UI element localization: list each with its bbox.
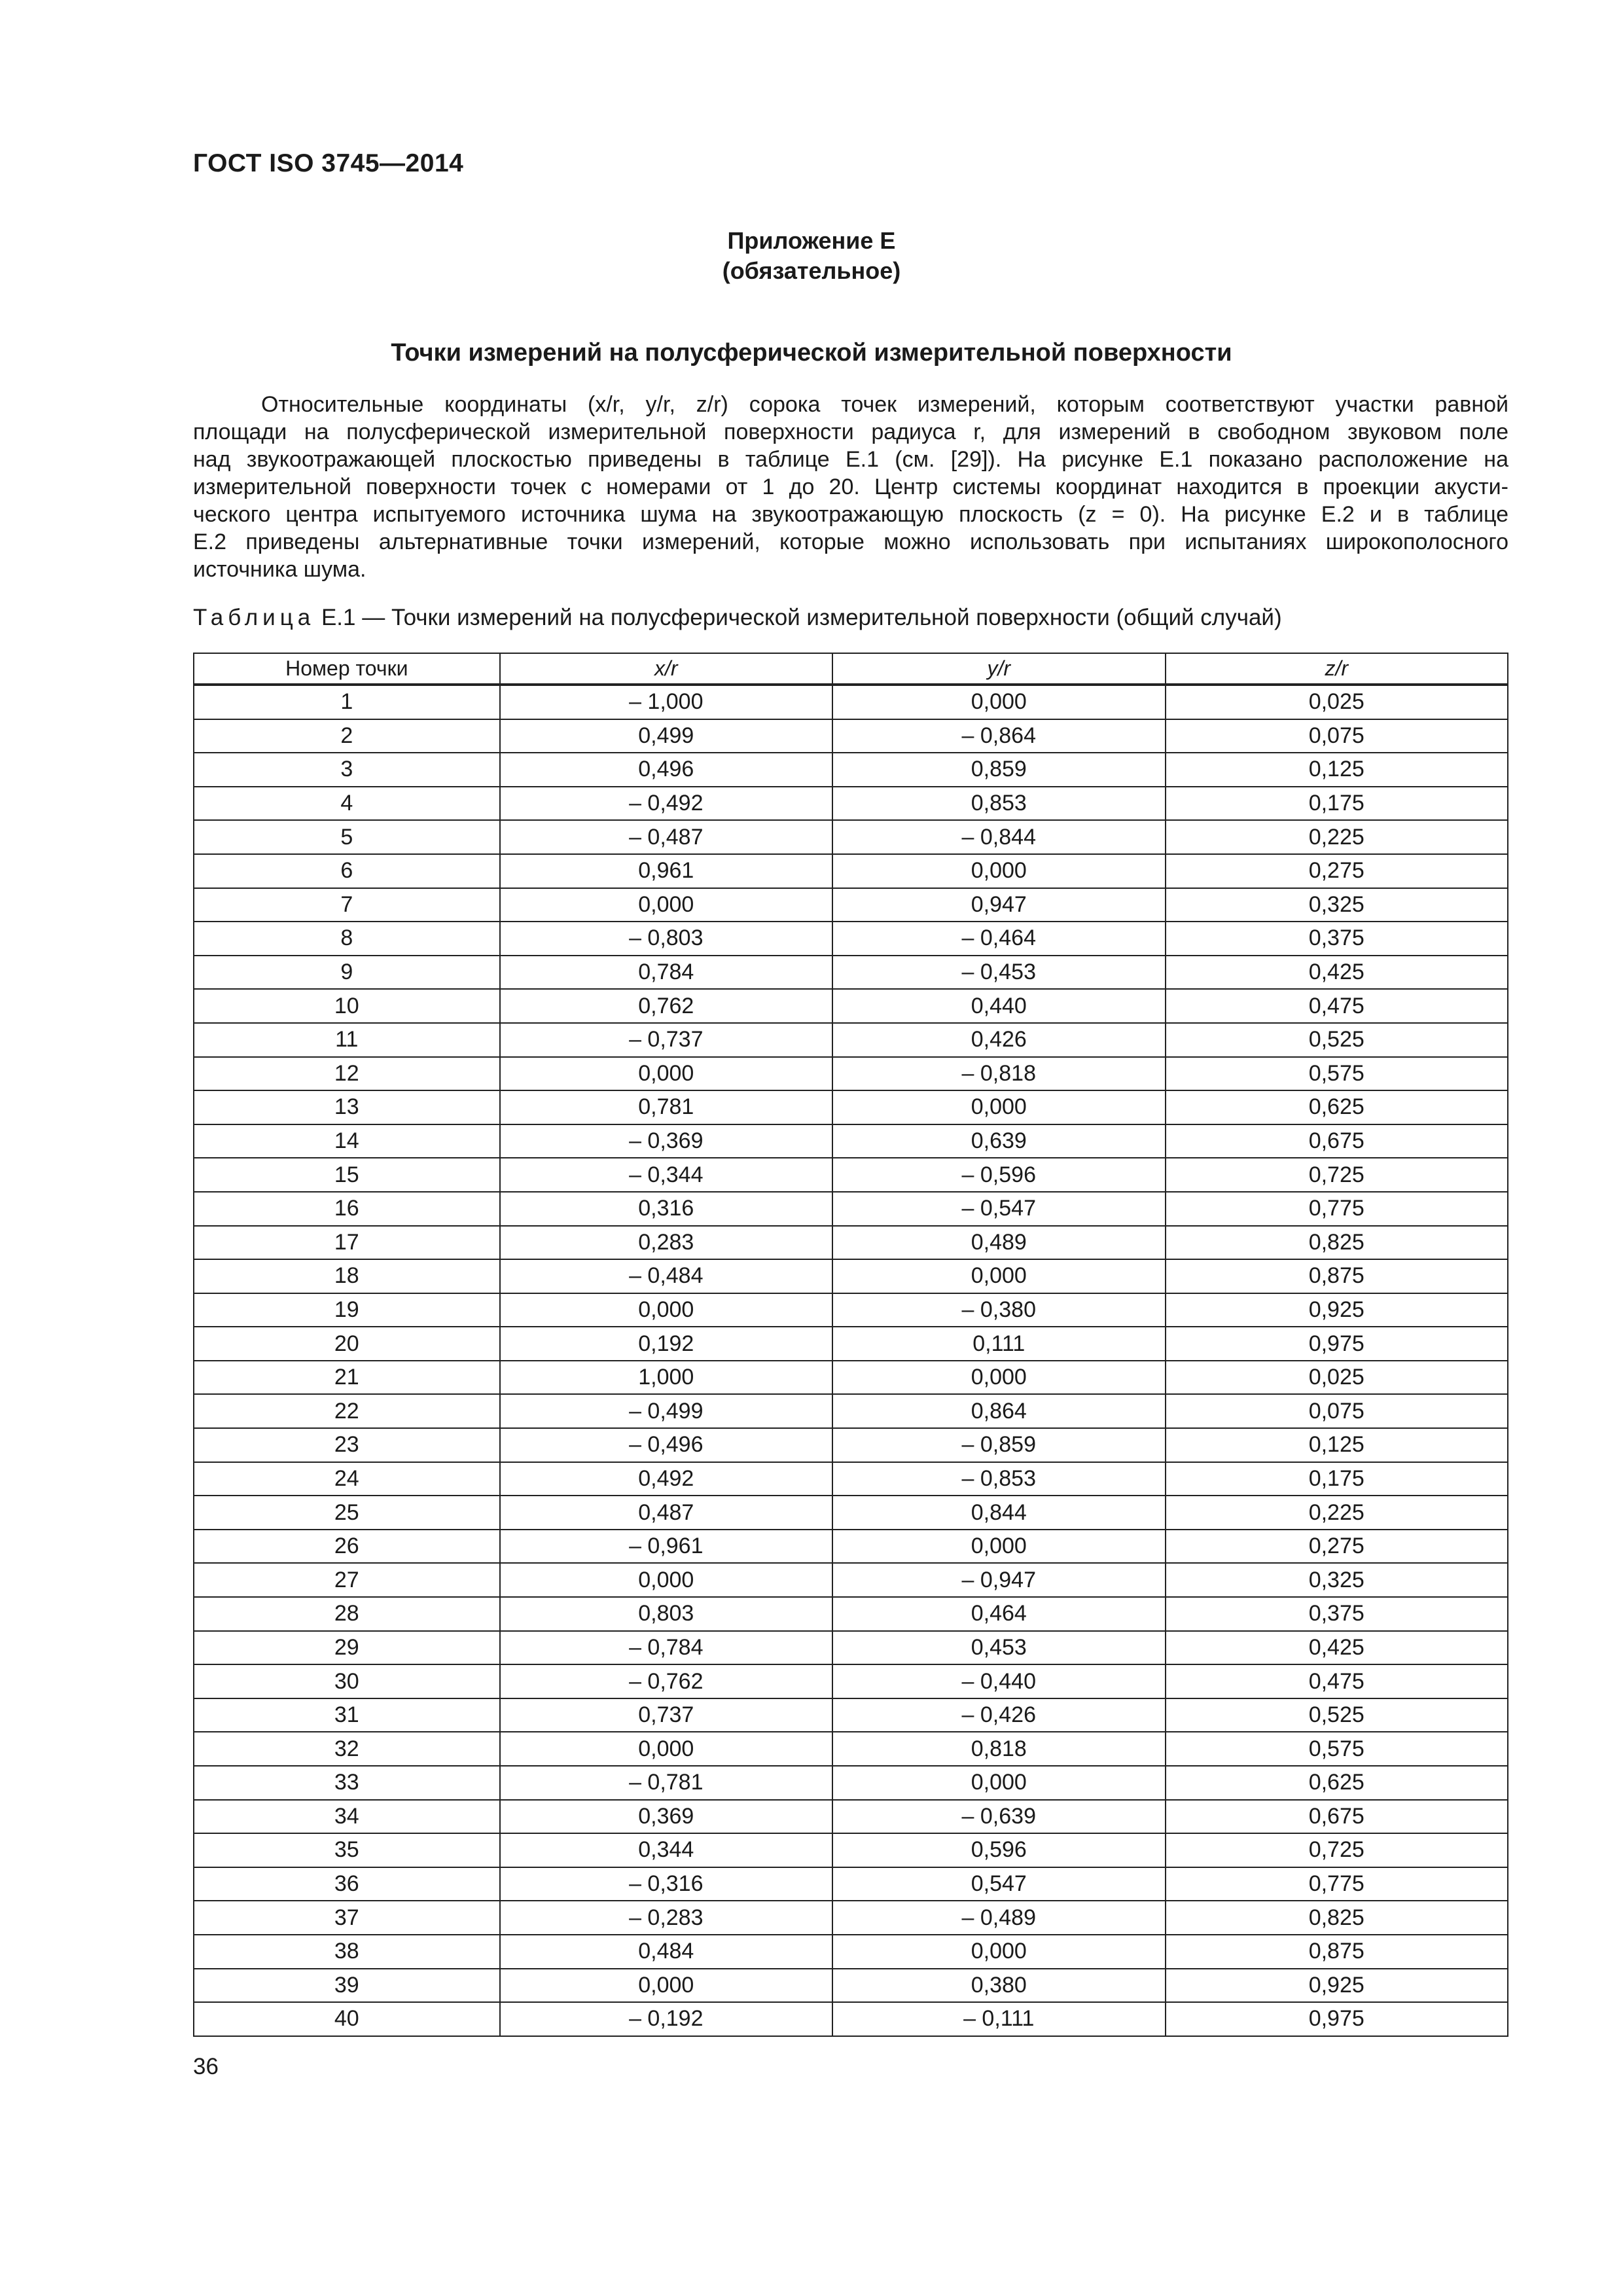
column-header-y: y/r <box>832 653 1165 685</box>
cell-z: 0,175 <box>1166 1462 1508 1496</box>
cell-point-number: 35 <box>194 1833 500 1867</box>
cell-x: 0,762 <box>500 989 832 1023</box>
cell-y: 0,464 <box>832 1597 1165 1631</box>
cell-y: – 0,380 <box>832 1293 1165 1327</box>
cell-y: 0,111 <box>832 1327 1165 1361</box>
cell-point-number: 7 <box>194 888 500 922</box>
table-row <box>194 820 1508 854</box>
cell-x: – 0,484 <box>500 1259 832 1293</box>
document-code: ГОСТ ISO 3745—2014 <box>193 149 464 177</box>
cell-z: 0,725 <box>1166 1833 1508 1867</box>
cell-y: 0,489 <box>832 1226 1165 1260</box>
cell-z: 0,525 <box>1166 1698 1508 1732</box>
cell-point-number: 40 <box>194 2002 500 2036</box>
cell-x: – 0,762 <box>500 1664 832 1698</box>
cell-point-number: 5 <box>194 820 500 854</box>
cell-y: 0,000 <box>832 1766 1165 1800</box>
column-header-x: x/r <box>500 653 832 685</box>
cell-x: 0,492 <box>500 1462 832 1496</box>
column-header-point-number: Номер точки <box>194 653 500 685</box>
cell-z: 0,925 <box>1166 1969 1508 2003</box>
cell-x: 0,283 <box>500 1226 832 1260</box>
cell-z: 0,925 <box>1166 1293 1508 1327</box>
table-caption-text: Е.1 — Точки измерений на полусферической измерительной поверхности (общий случай) <box>315 605 1282 630</box>
cell-point-number: 8 <box>194 922 500 956</box>
annex-status: (обязательное) <box>722 257 901 284</box>
cell-z: 0,325 <box>1166 1563 1508 1597</box>
cell-point-number: 2 <box>194 719 500 753</box>
cell-x: 0,803 <box>500 1597 832 1631</box>
cell-x: 0,781 <box>500 1090 832 1124</box>
cell-y: – 0,596 <box>832 1158 1165 1192</box>
table-row <box>194 2002 1508 2036</box>
cell-y: – 0,859 <box>832 1428 1165 1462</box>
cell-z: 0,025 <box>1166 685 1508 719</box>
cell-y: 0,000 <box>832 1090 1165 1124</box>
cell-z: 0,125 <box>1166 753 1508 787</box>
table-row <box>194 1766 1508 1800</box>
cell-y: 0,596 <box>832 1833 1165 1867</box>
cell-z: 0,175 <box>1166 787 1508 821</box>
cell-z: 0,125 <box>1166 1428 1508 1462</box>
cell-x: 0,192 <box>500 1327 832 1361</box>
table-row <box>194 1124 1508 1158</box>
cell-point-number: 9 <box>194 956 500 990</box>
table-row <box>194 1361 1508 1395</box>
cell-z: 0,975 <box>1166 1327 1508 1361</box>
cell-x: 0,369 <box>500 1800 832 1834</box>
table-row <box>194 1057 1508 1091</box>
table-body <box>194 685 1508 2036</box>
cell-z: 0,775 <box>1166 1867 1508 1901</box>
cell-point-number: 34 <box>194 1800 500 1834</box>
table-row <box>194 1732 1508 1766</box>
cell-y: 0,000 <box>832 1361 1165 1395</box>
cell-point-number: 24 <box>194 1462 500 1496</box>
cell-x: 0,000 <box>500 1732 832 1766</box>
cell-x: – 0,344 <box>500 1158 832 1192</box>
cell-z: 0,675 <box>1166 1800 1508 1834</box>
cell-y: 0,000 <box>832 1935 1165 1969</box>
cell-y: – 0,844 <box>832 820 1165 854</box>
cell-point-number: 20 <box>194 1327 500 1361</box>
cell-point-number: 32 <box>194 1732 500 1766</box>
table-row <box>194 1698 1508 1732</box>
table-row <box>194 1293 1508 1327</box>
cell-x: – 0,784 <box>500 1631 832 1665</box>
cell-x: – 0,499 <box>500 1394 832 1428</box>
cell-y: 0,859 <box>832 753 1165 787</box>
cell-point-number: 15 <box>194 1158 500 1192</box>
cell-z: 0,875 <box>1166 1259 1508 1293</box>
cell-y: – 0,947 <box>832 1563 1165 1597</box>
cell-x: – 0,192 <box>500 2002 832 2036</box>
cell-z: 0,675 <box>1166 1124 1508 1158</box>
cell-x: 0,000 <box>500 1969 832 2003</box>
table-row <box>194 1935 1508 1969</box>
cell-point-number: 29 <box>194 1631 500 1665</box>
cell-y: 0,000 <box>832 1530 1165 1564</box>
paragraph-line: ческого центра испытуемого источника шума на звукоотражающую плоскость (z = 0). На рисунке Е.2 и в таблице <box>193 502 1508 527</box>
paragraph-line: Е.2 приведены альтернативные точки измерений, которые можно использовать при испытаниях широкополосного <box>193 529 1508 554</box>
cell-y: – 0,464 <box>832 922 1165 956</box>
cell-y: 0,818 <box>832 1732 1165 1766</box>
cell-y: 0,000 <box>832 1259 1165 1293</box>
table-row <box>194 685 1508 719</box>
paragraph-line: над звукоотражающей плоскостью приведены в таблице Е.1 (см. [29]). На рисунке Е.1 показано расположение на <box>193 447 1508 472</box>
cell-point-number: 3 <box>194 753 500 787</box>
cell-z: 0,075 <box>1166 1394 1508 1428</box>
table-row <box>194 719 1508 753</box>
cell-x: 0,000 <box>500 1057 832 1091</box>
cell-y: – 0,853 <box>832 1462 1165 1496</box>
table-row <box>194 854 1508 888</box>
cell-y: 0,000 <box>832 685 1165 719</box>
cell-z: 0,825 <box>1166 1901 1508 1935</box>
cell-z: 0,425 <box>1166 956 1508 990</box>
cell-z: 0,725 <box>1166 1158 1508 1192</box>
cell-x: – 0,283 <box>500 1901 832 1935</box>
cell-z: 0,475 <box>1166 989 1508 1023</box>
cell-point-number: 27 <box>194 1563 500 1597</box>
table-row <box>194 1327 1508 1361</box>
table-row <box>194 753 1508 787</box>
cell-y: 0,440 <box>832 989 1165 1023</box>
table-row <box>194 1833 1508 1867</box>
cell-point-number: 33 <box>194 1766 500 1800</box>
cell-x: 0,487 <box>500 1496 832 1530</box>
cell-x: – 0,496 <box>500 1428 832 1462</box>
cell-y: 0,864 <box>832 1394 1165 1428</box>
cell-point-number: 18 <box>194 1259 500 1293</box>
page-number: 36 <box>193 2054 219 2079</box>
cell-point-number: 19 <box>194 1293 500 1327</box>
table-row <box>194 1530 1508 1564</box>
annex-title: Приложение Е <box>727 227 896 254</box>
cell-z: 0,325 <box>1166 888 1508 922</box>
cell-y: – 0,547 <box>832 1192 1165 1226</box>
cell-z: 0,975 <box>1166 2002 1508 2036</box>
cell-point-number: 10 <box>194 989 500 1023</box>
cell-z: 0,375 <box>1166 922 1508 956</box>
cell-y: 0,380 <box>832 1969 1165 2003</box>
cell-y: 0,639 <box>832 1124 1165 1158</box>
cell-y: 0,844 <box>832 1496 1165 1530</box>
cell-y: 0,426 <box>832 1023 1165 1057</box>
cell-point-number: 21 <box>194 1361 500 1395</box>
cell-point-number: 12 <box>194 1057 500 1091</box>
cell-point-number: 4 <box>194 787 500 821</box>
paragraph-line: площади на полусферической измерительной поверхности радиуса r, для измерений в свободном звуковом поле <box>193 420 1508 444</box>
paragraph-line: измерительной поверхности точек с номерами от 1 до 20. Центр системы координат находится в проекции акусти- <box>193 475 1508 499</box>
table-row <box>194 1867 1508 1901</box>
cell-z: 0,475 <box>1166 1664 1508 1698</box>
cell-z: 0,025 <box>1166 1361 1508 1395</box>
annex-heading <box>0 226 1623 286</box>
cell-point-number: 6 <box>194 854 500 888</box>
cell-y: 0,947 <box>832 888 1165 922</box>
cell-y: – 0,453 <box>832 956 1165 990</box>
table-row <box>194 1259 1508 1293</box>
cell-y: 0,453 <box>832 1631 1165 1665</box>
body-paragraph <box>193 391 1508 583</box>
cell-point-number: 38 <box>194 1935 500 1969</box>
table-row <box>194 1158 1508 1192</box>
cell-x: 0,961 <box>500 854 832 888</box>
cell-z: 0,525 <box>1166 1023 1508 1057</box>
cell-z: 0,875 <box>1166 1935 1508 1969</box>
cell-z: 0,625 <box>1166 1090 1508 1124</box>
cell-x: 1,000 <box>500 1361 832 1395</box>
cell-y: – 0,489 <box>832 1901 1165 1935</box>
cell-y: 0,000 <box>832 854 1165 888</box>
cell-x: – 0,316 <box>500 1867 832 1901</box>
cell-z: 0,625 <box>1166 1766 1508 1800</box>
cell-z: 0,275 <box>1166 1530 1508 1564</box>
cell-point-number: 30 <box>194 1664 500 1698</box>
cell-x: 0,344 <box>500 1833 832 1867</box>
cell-z: 0,775 <box>1166 1192 1508 1226</box>
cell-z: 0,225 <box>1166 820 1508 854</box>
cell-x: 0,784 <box>500 956 832 990</box>
cell-x: 0,316 <box>500 1192 832 1226</box>
cell-y: 0,853 <box>832 787 1165 821</box>
cell-x: – 0,737 <box>500 1023 832 1057</box>
table-row <box>194 1192 1508 1226</box>
table-row <box>194 888 1508 922</box>
cell-x: – 0,369 <box>500 1124 832 1158</box>
table-row <box>194 1563 1508 1597</box>
table-row <box>194 1969 1508 2003</box>
cell-x: 0,484 <box>500 1935 832 1969</box>
paragraph-line: Относительные координаты (x/r, y/r, z/r) сорока точек измерений, которым соответствуют участки равной <box>261 392 1508 417</box>
table-caption-label: Таблица <box>193 605 315 630</box>
section-title: Точки измерений на полусферической измерительной поверхности <box>391 339 1232 367</box>
table-row <box>194 1428 1508 1462</box>
table-row <box>194 1901 1508 1935</box>
cell-y: – 0,639 <box>832 1800 1165 1834</box>
cell-point-number: 28 <box>194 1597 500 1631</box>
column-header-z: z/r <box>1166 653 1508 685</box>
table-row <box>194 1664 1508 1698</box>
cell-point-number: 13 <box>194 1090 500 1124</box>
table-row <box>194 1597 1508 1631</box>
cell-y: – 0,818 <box>832 1057 1165 1091</box>
cell-x: 0,000 <box>500 1563 832 1597</box>
cell-point-number: 31 <box>194 1698 500 1732</box>
cell-z: 0,825 <box>1166 1226 1508 1260</box>
cell-x: – 0,781 <box>500 1766 832 1800</box>
cell-point-number: 16 <box>194 1192 500 1226</box>
cell-point-number: 39 <box>194 1969 500 2003</box>
table-row <box>194 787 1508 821</box>
cell-point-number: 23 <box>194 1428 500 1462</box>
cell-x: 0,499 <box>500 719 832 753</box>
table-header-row <box>194 653 1508 685</box>
cell-point-number: 14 <box>194 1124 500 1158</box>
table-row <box>194 1023 1508 1057</box>
table-row <box>194 1800 1508 1834</box>
table-row <box>194 1496 1508 1530</box>
table-row <box>194 1226 1508 1260</box>
cell-y: – 0,440 <box>832 1664 1165 1698</box>
cell-z: 0,575 <box>1166 1057 1508 1091</box>
cell-point-number: 26 <box>194 1530 500 1564</box>
cell-x: – 0,487 <box>500 820 832 854</box>
cell-x: 0,496 <box>500 753 832 787</box>
cell-x: 0,000 <box>500 1293 832 1327</box>
table-row <box>194 922 1508 956</box>
table-row <box>194 989 1508 1023</box>
table-caption <box>193 605 1282 631</box>
table-row <box>194 1462 1508 1496</box>
coordinates-table <box>193 653 1508 2037</box>
cell-x: 0,737 <box>500 1698 832 1732</box>
cell-y: – 0,426 <box>832 1698 1165 1732</box>
cell-point-number: 37 <box>194 1901 500 1935</box>
cell-z: 0,075 <box>1166 719 1508 753</box>
cell-point-number: 36 <box>194 1867 500 1901</box>
cell-y: – 0,864 <box>832 719 1165 753</box>
cell-z: 0,575 <box>1166 1732 1508 1766</box>
paragraph-line: источника шума. <box>193 557 366 582</box>
cell-x: – 0,803 <box>500 922 832 956</box>
cell-z: 0,375 <box>1166 1597 1508 1631</box>
cell-x: 0,000 <box>500 888 832 922</box>
table-row <box>194 1631 1508 1665</box>
cell-point-number: 1 <box>194 685 500 719</box>
cell-y: 0,547 <box>832 1867 1165 1901</box>
table-row <box>194 956 1508 990</box>
cell-point-number: 22 <box>194 1394 500 1428</box>
cell-z: 0,225 <box>1166 1496 1508 1530</box>
cell-point-number: 25 <box>194 1496 500 1530</box>
cell-z: 0,275 <box>1166 854 1508 888</box>
table-row <box>194 1090 1508 1124</box>
cell-z: 0,425 <box>1166 1631 1508 1665</box>
cell-x: – 0,961 <box>500 1530 832 1564</box>
cell-point-number: 11 <box>194 1023 500 1057</box>
cell-point-number: 17 <box>194 1226 500 1260</box>
table-row <box>194 1394 1508 1428</box>
cell-x: – 0,492 <box>500 787 832 821</box>
cell-x: – 1,000 <box>500 685 832 719</box>
cell-y: – 0,111 <box>832 2002 1165 2036</box>
